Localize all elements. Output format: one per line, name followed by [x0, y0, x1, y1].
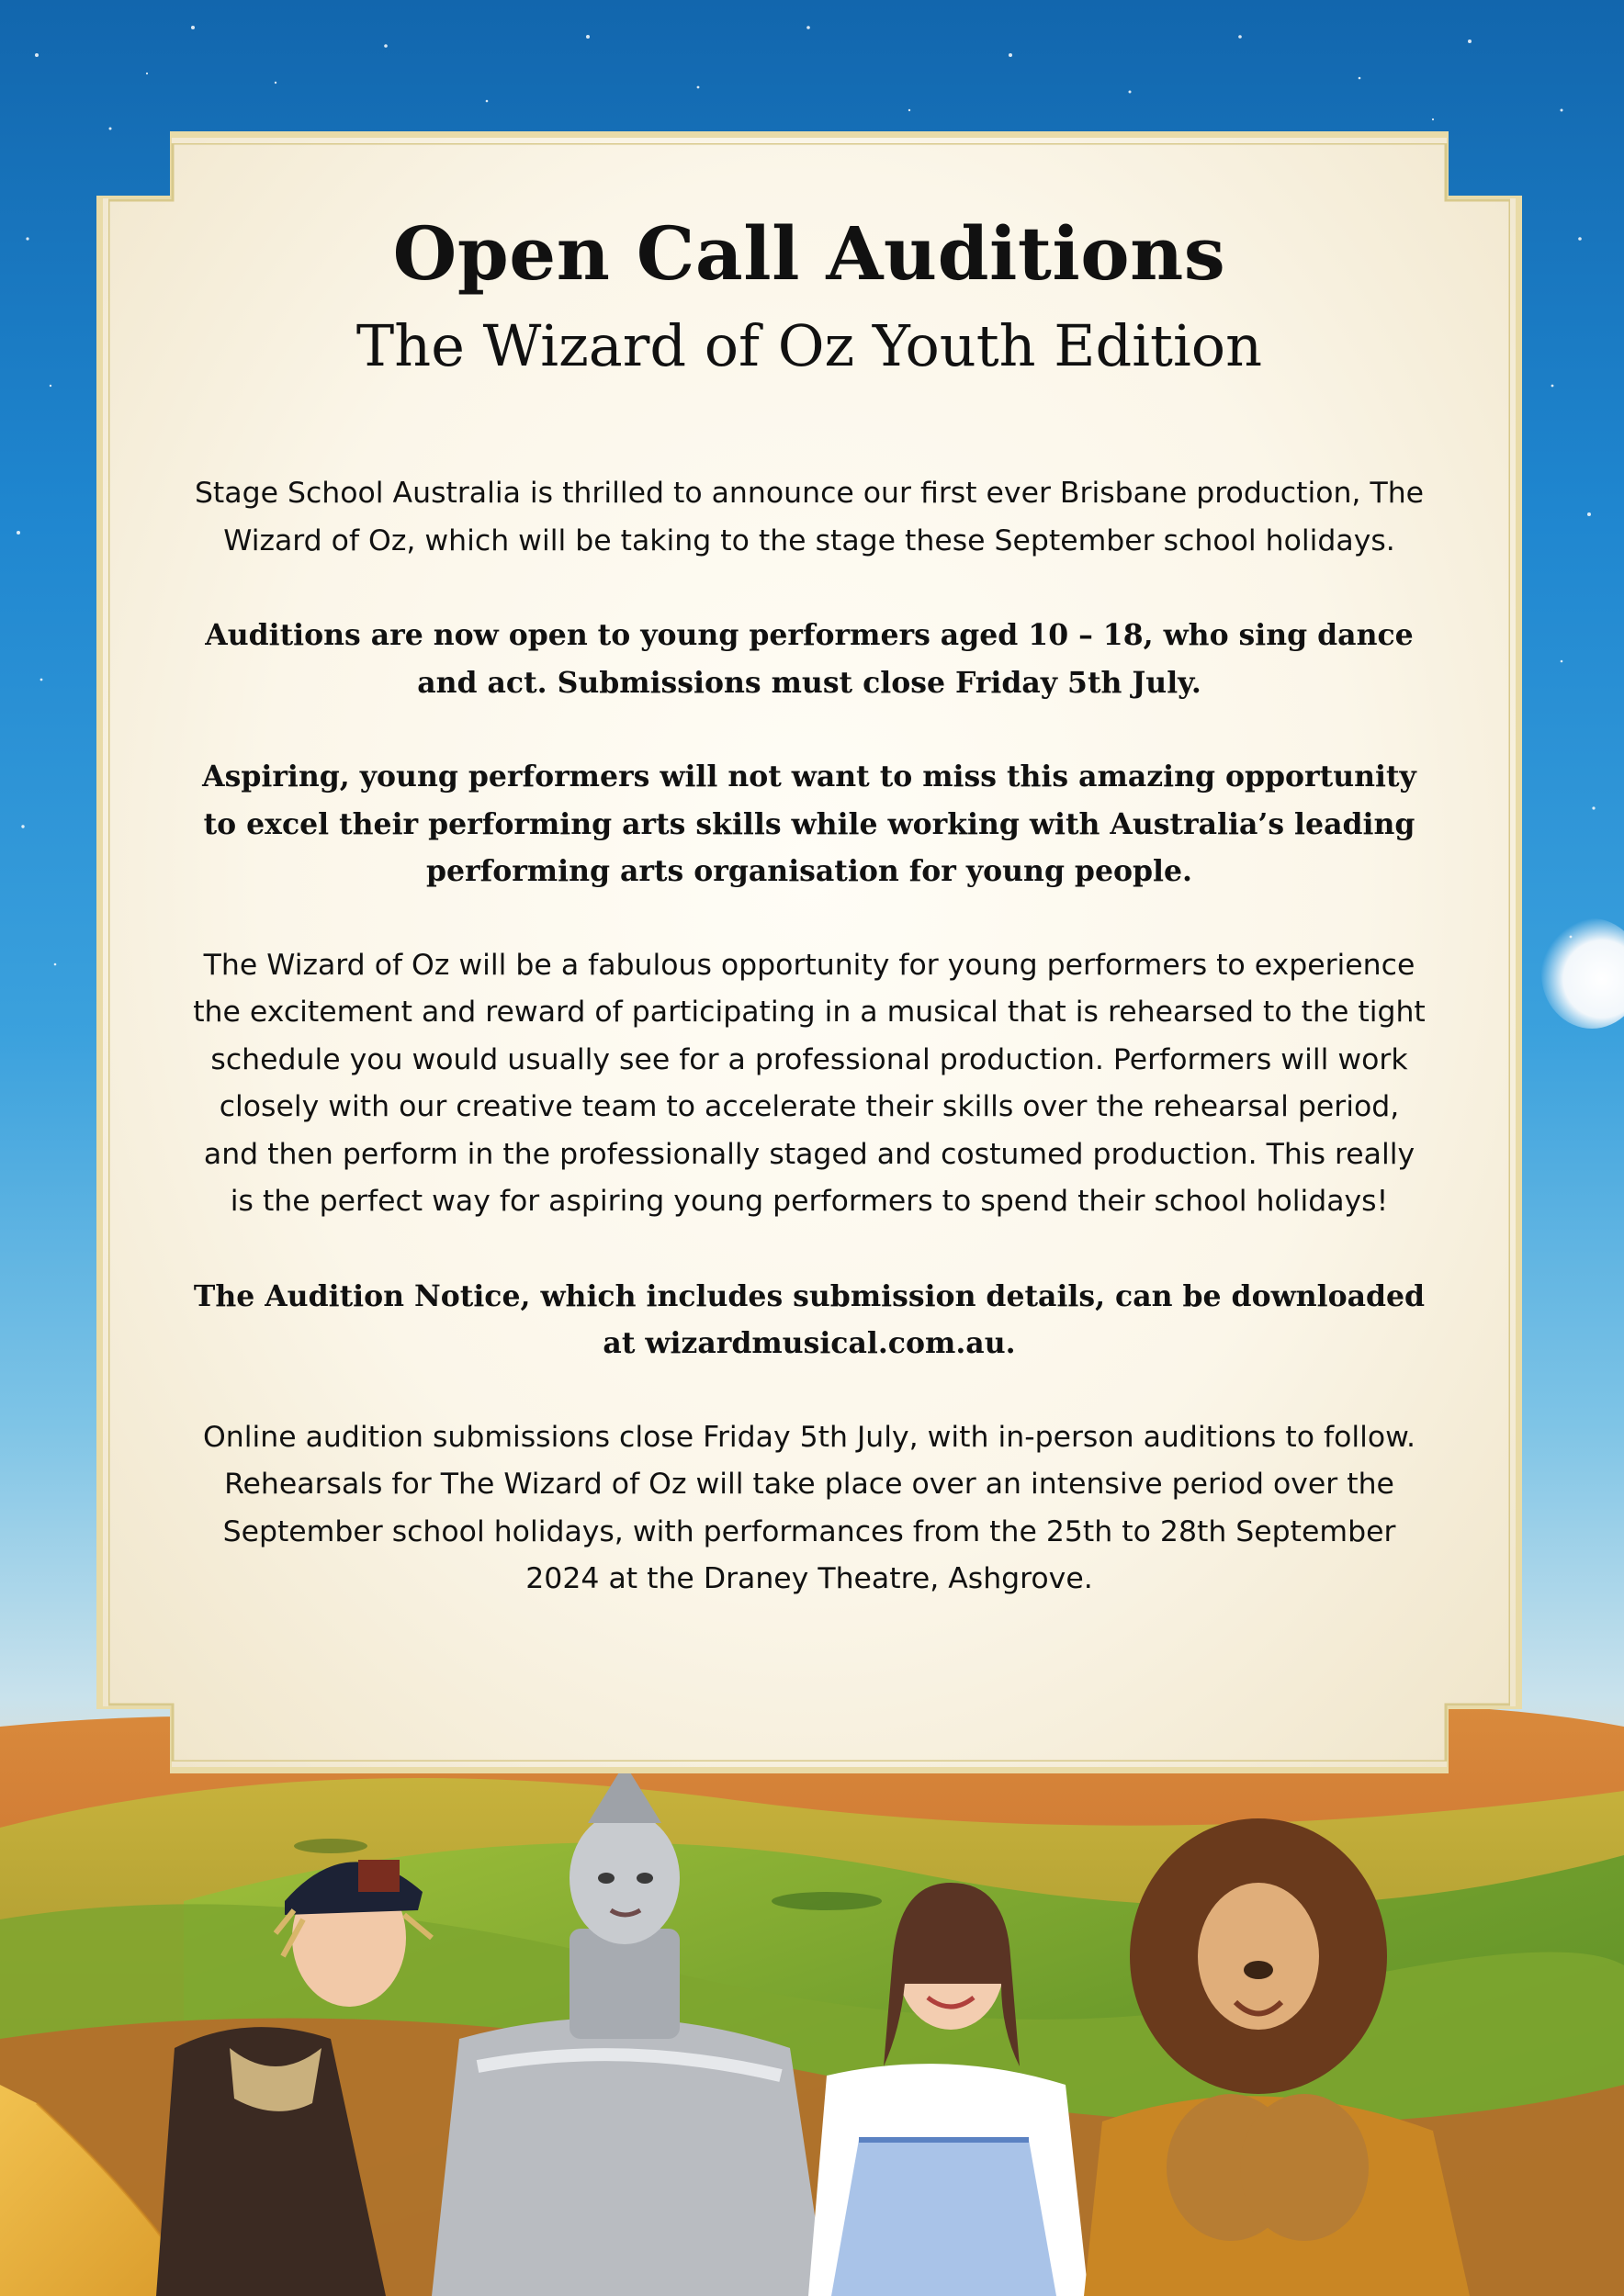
page-title: Open Call Auditions — [392, 210, 1226, 297]
details-paragraph: The Wizard of Oz will be a fabulous opportunity for young performers to experience the excitement and reward of participating in a musical that is rehearsed to the tight schedule you would usually see for a professional production. Performers will work closely with our creative team to accelerate their skills over the rehearsal period, and then perform in the professionally staged and costumed production. This really is the perfect way for aspiring young performers to spend their school holidays! — [193, 948, 1426, 1218]
schedule-paragraph: Online audition submissions close Friday 5th July, with in-person auditions to follow. Rehearsals for The Wizard of Oz will take place over an intensive period over the September school holidays, with performances from the 25th to 28th September 2024 at the Draney Theatre, Ashgrove. — [202, 1420, 1416, 1595]
cloud — [1541, 918, 1624, 1029]
audition-notice-paragraph: The Audition Notice, which includes submission details, can be downloaded at wizardmusical.com.au. — [193, 1278, 1426, 1360]
scarecrow-figure — [156, 1860, 432, 2296]
lion-figure — [1084, 1818, 1470, 2296]
tin-man-figure — [432, 1773, 827, 2296]
auditions-open-paragraph: Auditions are now open to young performers aged 10 – 18, who sing dance and act. Submissions must close Friday 5th July. — [205, 618, 1414, 700]
panel-content — [170, 209, 1449, 1604]
character-group — [0, 1773, 1624, 2296]
dorothy-figure — [808, 1883, 1088, 2296]
page-subtitle: The Wizard of Oz Youth Edition — [355, 312, 1263, 379]
opportunity-paragraph: Aspiring, young performers will not want to miss this amazing opportunity to excel their performing arts skills while working with Australia’s leading performing arts organisation for young people. — [202, 760, 1416, 888]
intro-paragraph: Stage School Australia is thrilled to announce our first ever Brisbane production, The Wizard of Oz, which will be taking to the stage these September school holidays. — [194, 477, 1425, 557]
parchment-panel — [96, 131, 1522, 1773]
